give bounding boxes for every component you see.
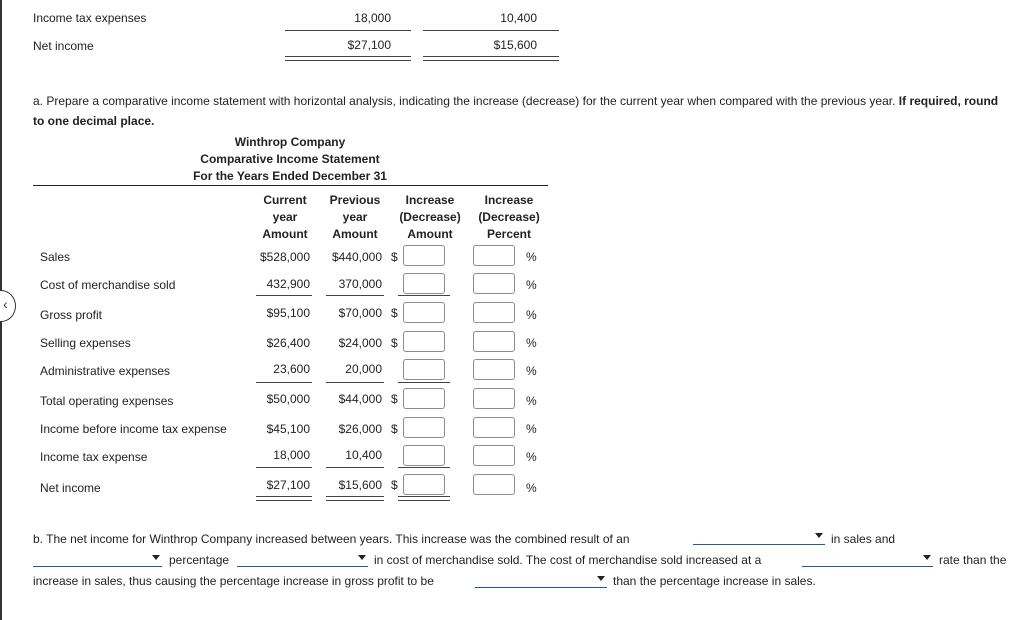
increase-amount-input[interactable] — [403, 302, 445, 323]
current-amount: 432,900 — [266, 277, 310, 291]
chevron-down-icon — [152, 555, 160, 560]
increase-amount-input[interactable] — [403, 445, 445, 466]
dollar-sign: $ — [391, 306, 398, 320]
previous-amount: $70,000 — [338, 306, 382, 320]
cost-change-select[interactable] — [237, 553, 368, 567]
increase-amount-input[interactable] — [403, 417, 445, 438]
current-amount: 23,600 — [273, 362, 310, 376]
increase-amount-input[interactable] — [403, 359, 445, 380]
divider — [398, 382, 450, 383]
row-label: Total operating expenses — [40, 394, 174, 408]
dollar-sign: $ — [391, 478, 398, 492]
statement-title: Comparative Income Statement — [200, 152, 380, 166]
part-b-text-3: percentage — [169, 553, 230, 567]
header-increase-amount: Increase (Decrease) Amount — [399, 193, 461, 241]
dollar-sign: $ — [391, 392, 398, 406]
current-amount: $26,400 — [266, 336, 310, 350]
divider — [285, 30, 411, 31]
row-label: Selling expenses — [40, 336, 131, 350]
previous-amount: 20,000 — [345, 362, 382, 376]
increase-percent-input[interactable] — [473, 417, 515, 438]
increase-percent-input[interactable] — [473, 273, 515, 294]
previous-amount: 10,400 — [345, 448, 382, 462]
increase-percent-input[interactable] — [473, 445, 515, 466]
sales-change-select[interactable] — [693, 531, 825, 545]
row-label: Gross profit — [40, 308, 103, 322]
divider — [398, 295, 450, 296]
increase-amount-input[interactable] — [403, 331, 445, 352]
double-underline — [398, 496, 450, 501]
double-underline — [256, 496, 312, 501]
increase-amount-input[interactable] — [403, 474, 445, 495]
current-amount: $45,100 — [266, 422, 310, 436]
part-b-text-1: b. The net income for Winthrop Company increased between years. This increase was the combined result of an — [33, 532, 630, 546]
current-amount: $50,000 — [266, 392, 310, 406]
previous-amount: 370,000 — [338, 277, 382, 291]
percent-sign: % — [526, 336, 537, 350]
divider — [256, 382, 312, 383]
part-b-text-6: increase in sales, thus causing the percentage increase in gross profit to be — [33, 574, 434, 588]
previous-amount: $44,000 — [338, 392, 382, 406]
divider — [326, 295, 384, 296]
percentage-direction-select[interactable] — [33, 553, 162, 567]
divider — [398, 467, 450, 468]
percent-sign: % — [526, 481, 537, 495]
header-increase-percent: Increase (Decrease) Percent — [478, 193, 540, 241]
part-b-text-4: in cost of merchandise sold. The cost of merchandise sold increased at a — [374, 553, 762, 567]
rate-comparison-select[interactable] — [802, 553, 933, 567]
previous-amount: $26,000 — [338, 422, 382, 436]
divider — [33, 185, 548, 186]
double-underline — [285, 56, 411, 61]
row-label: Net income — [40, 481, 101, 495]
row-label: Administrative expenses — [40, 364, 171, 378]
instructions-part-a: a. Prepare a comparative income statement with horizontal analysis, indicating the increase (decrease) for the current year when compared with the previous year. If required, round to one decimal place. — [33, 94, 999, 128]
chevron-down-icon — [358, 555, 366, 560]
dollar-sign: $ — [391, 336, 398, 350]
divider — [256, 467, 312, 468]
increase-percent-input[interactable] — [473, 388, 515, 409]
percent-sign: % — [526, 394, 537, 408]
percent-sign: % — [526, 422, 537, 436]
chevron-down-icon — [815, 533, 823, 538]
top-row-previous: $15,600 — [493, 38, 537, 52]
statement-period: For the Years Ended December 31 — [193, 169, 387, 183]
current-amount: 18,000 — [273, 448, 310, 462]
increase-percent-input[interactable] — [473, 302, 515, 323]
divider — [423, 30, 559, 31]
increase-percent-input[interactable] — [473, 331, 515, 352]
dollar-sign: $ — [391, 250, 398, 264]
percent-sign: % — [526, 364, 537, 378]
header-previous: Previous year Amount — [329, 193, 381, 241]
increase-amount-input[interactable] — [403, 273, 445, 294]
top-row-current: $27,100 — [347, 38, 391, 52]
divider — [326, 467, 384, 468]
percent-sign: % — [526, 450, 537, 464]
percent-sign: % — [526, 308, 537, 322]
part-b-text-5: rate than the — [939, 553, 1007, 567]
previous-amount: $15,600 — [338, 478, 382, 492]
top-row-previous: 10,400 — [500, 11, 537, 25]
increase-percent-input[interactable] — [473, 359, 515, 380]
previous-amount: $24,000 — [338, 336, 382, 350]
divider — [326, 382, 384, 383]
increase-amount-input[interactable] — [403, 388, 445, 409]
previous-amount: $440,000 — [331, 250, 382, 264]
double-underline — [423, 56, 559, 61]
header-current: Current year Amount — [262, 193, 308, 241]
increase-percent-input[interactable] — [473, 245, 515, 266]
gross-profit-comparison-select[interactable] — [475, 574, 607, 588]
double-underline — [326, 496, 384, 501]
current-amount: $27,100 — [266, 478, 310, 492]
increase-percent-input[interactable] — [473, 474, 515, 495]
collapse-panel-button[interactable] — [0, 290, 16, 322]
part-b-text-2: in sales and — [831, 532, 896, 546]
row-label: Income tax expense — [40, 450, 148, 464]
top-row-label: Net income — [33, 39, 94, 53]
row-label: Income before income tax expense — [40, 422, 227, 436]
divider — [256, 295, 312, 296]
top-row-current: 18,000 — [354, 11, 391, 25]
part-b-text-7: than the percentage increase in sales. — [613, 574, 816, 588]
increase-amount-input[interactable] — [403, 245, 445, 266]
current-amount: $95,100 — [266, 306, 310, 320]
top-row-label: Income tax expenses — [33, 11, 147, 25]
percent-sign: % — [526, 250, 537, 264]
chevron-down-icon — [923, 555, 931, 560]
row-label: Sales — [40, 250, 71, 264]
chevron-down-icon — [597, 576, 605, 581]
company-name: Winthrop Company — [234, 135, 346, 149]
current-amount: $528,000 — [259, 250, 310, 264]
chevron-left-icon: ‹ — [3, 296, 8, 312]
dollar-sign: $ — [391, 422, 398, 436]
row-label: Cost of merchandise sold — [40, 278, 176, 292]
percent-sign: % — [526, 278, 537, 292]
